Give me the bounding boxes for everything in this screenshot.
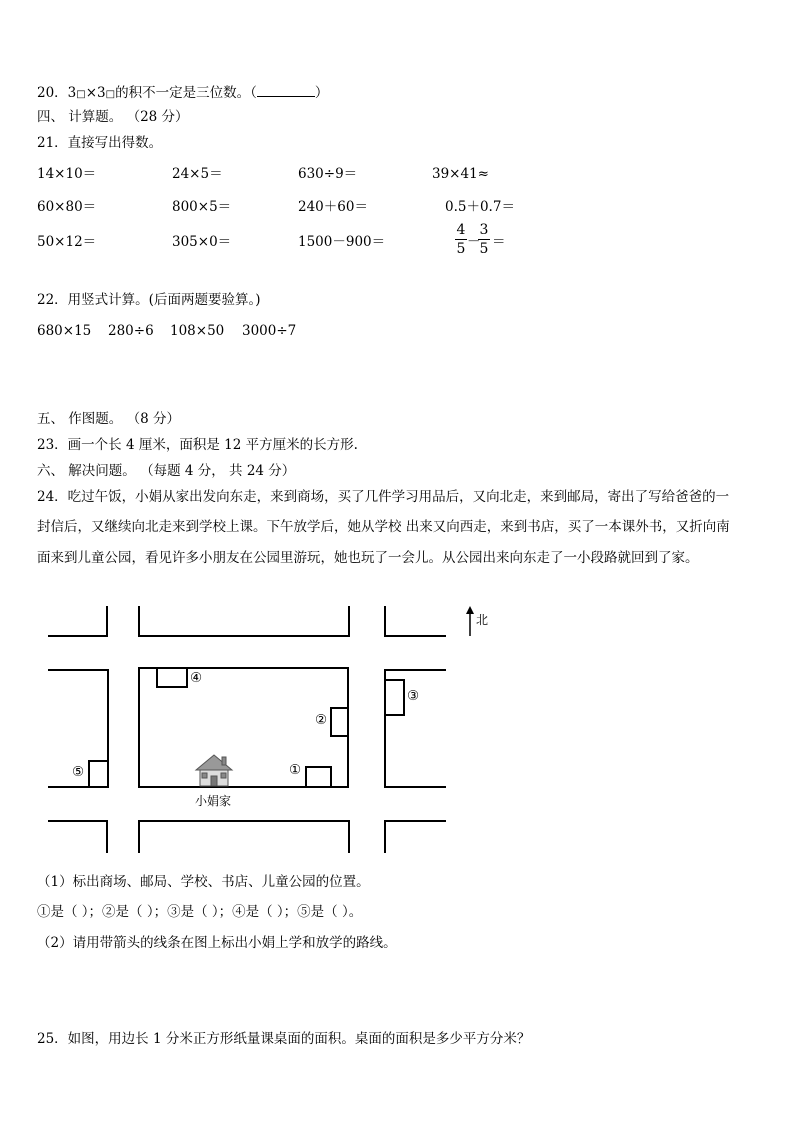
vertical-calc-item: 108×50: [170, 323, 225, 339]
fraction-4-5: 4 5: [456, 222, 466, 257]
section-4-heading: 四、 计算题。 （28 分）: [37, 109, 189, 125]
section-5-heading: 五、 作图题。 （8 分）: [37, 411, 180, 427]
q24-sub2: （2）请用带箭头的线条在图上标出小娟上学和放学的路线。: [37, 935, 397, 951]
blank-box-icon: □: [76, 89, 86, 100]
building-5: [89, 761, 108, 787]
calc-item: 14×10＝: [37, 166, 97, 182]
calc-item: 24×5＝: [172, 166, 223, 182]
north-arrow-icon: [466, 606, 474, 636]
q25-question: 25．如图，用边长 1 分米正方形纸量课桌面的面积。桌面的面积是多少平方分米？: [37, 1031, 531, 1047]
vertical-calc-item: 680×15: [37, 323, 92, 339]
q20-question: 20．3□×3□的积不一定是三位数。（ ）: [37, 85, 329, 101]
q23-question: 23．画一个长 4 厘米，面积是 12 平方厘米的长方形.: [37, 437, 358, 453]
block-outline: [385, 606, 446, 636]
block-outline: [139, 821, 349, 853]
vertical-calc-item: 280÷6: [108, 323, 154, 339]
building-3: [385, 680, 404, 715]
north-label: 北: [476, 613, 489, 627]
q21-title: 21．直接写出得数。: [37, 135, 163, 151]
block-outline: [48, 606, 107, 636]
calc-item: 630÷9＝: [298, 166, 358, 182]
q24-answers: ①是（ ）；②是（ ）；③是（ ）；④是（ ）；⑤是（ ）。: [37, 904, 363, 920]
calc-item: 39×41≈: [432, 166, 489, 182]
q24-text-line: 面来到儿童公园，看见许多小朋友在公园里游玩，她也玩了一会儿。从公园出来向东走了一小段路就回到了家。: [37, 550, 699, 566]
block-outline: [385, 821, 446, 853]
marker-3: ③: [407, 688, 420, 704]
q22-title: 22．用竖式计算。(后面两题要验算。): [37, 292, 261, 308]
q24-sub1: （1）标出商场、邮局、学校、书店、儿童公园的位置。: [37, 874, 370, 890]
calc-item: 60×80＝: [37, 199, 97, 215]
building-4: [157, 668, 187, 687]
fraction-3-5: 3 5: [479, 222, 489, 257]
marker-5: ⑤: [72, 764, 85, 780]
blank-box-icon: □: [105, 89, 116, 100]
calc-item: 305×0＝: [172, 234, 232, 250]
q24-text-line: 24．吃过午饭，小娟从家出发向东走，来到商场，买了几件学习用品后，又向北走，来到邮局，寄出了写给爸爸的一: [37, 489, 730, 505]
marker-1: ①: [289, 762, 302, 778]
marker-4: ④: [190, 670, 203, 686]
minus-sign: －: [467, 234, 481, 250]
q24-text-line: 封信后，又继续向北走来到学校上课。下午放学后，她从学校 出来又向西走，来到书店，买了一本课外书，又折向南: [37, 519, 730, 535]
block-outline: [48, 821, 107, 853]
house-icon: [196, 755, 232, 786]
vertical-calc-item: 3000÷7: [242, 323, 297, 339]
building-1: [306, 767, 331, 787]
calc-item: 240＋60＝: [298, 199, 368, 215]
marker-2: ②: [315, 712, 328, 728]
calc-item: 50×12＝: [37, 234, 97, 250]
block-outline: [139, 606, 349, 636]
section-6-heading: 六、 解决问题。 （每题 4 分， 共 24 分）: [37, 463, 296, 479]
calc-item: 0.5＋0.7＝: [445, 199, 515, 215]
equals-sign: ＝: [492, 234, 506, 250]
home-label: 小娟家: [195, 794, 232, 808]
building-2: [331, 708, 348, 736]
calc-item: 1500－900＝: [298, 234, 386, 250]
calc-item: 800×5＝: [172, 199, 232, 215]
